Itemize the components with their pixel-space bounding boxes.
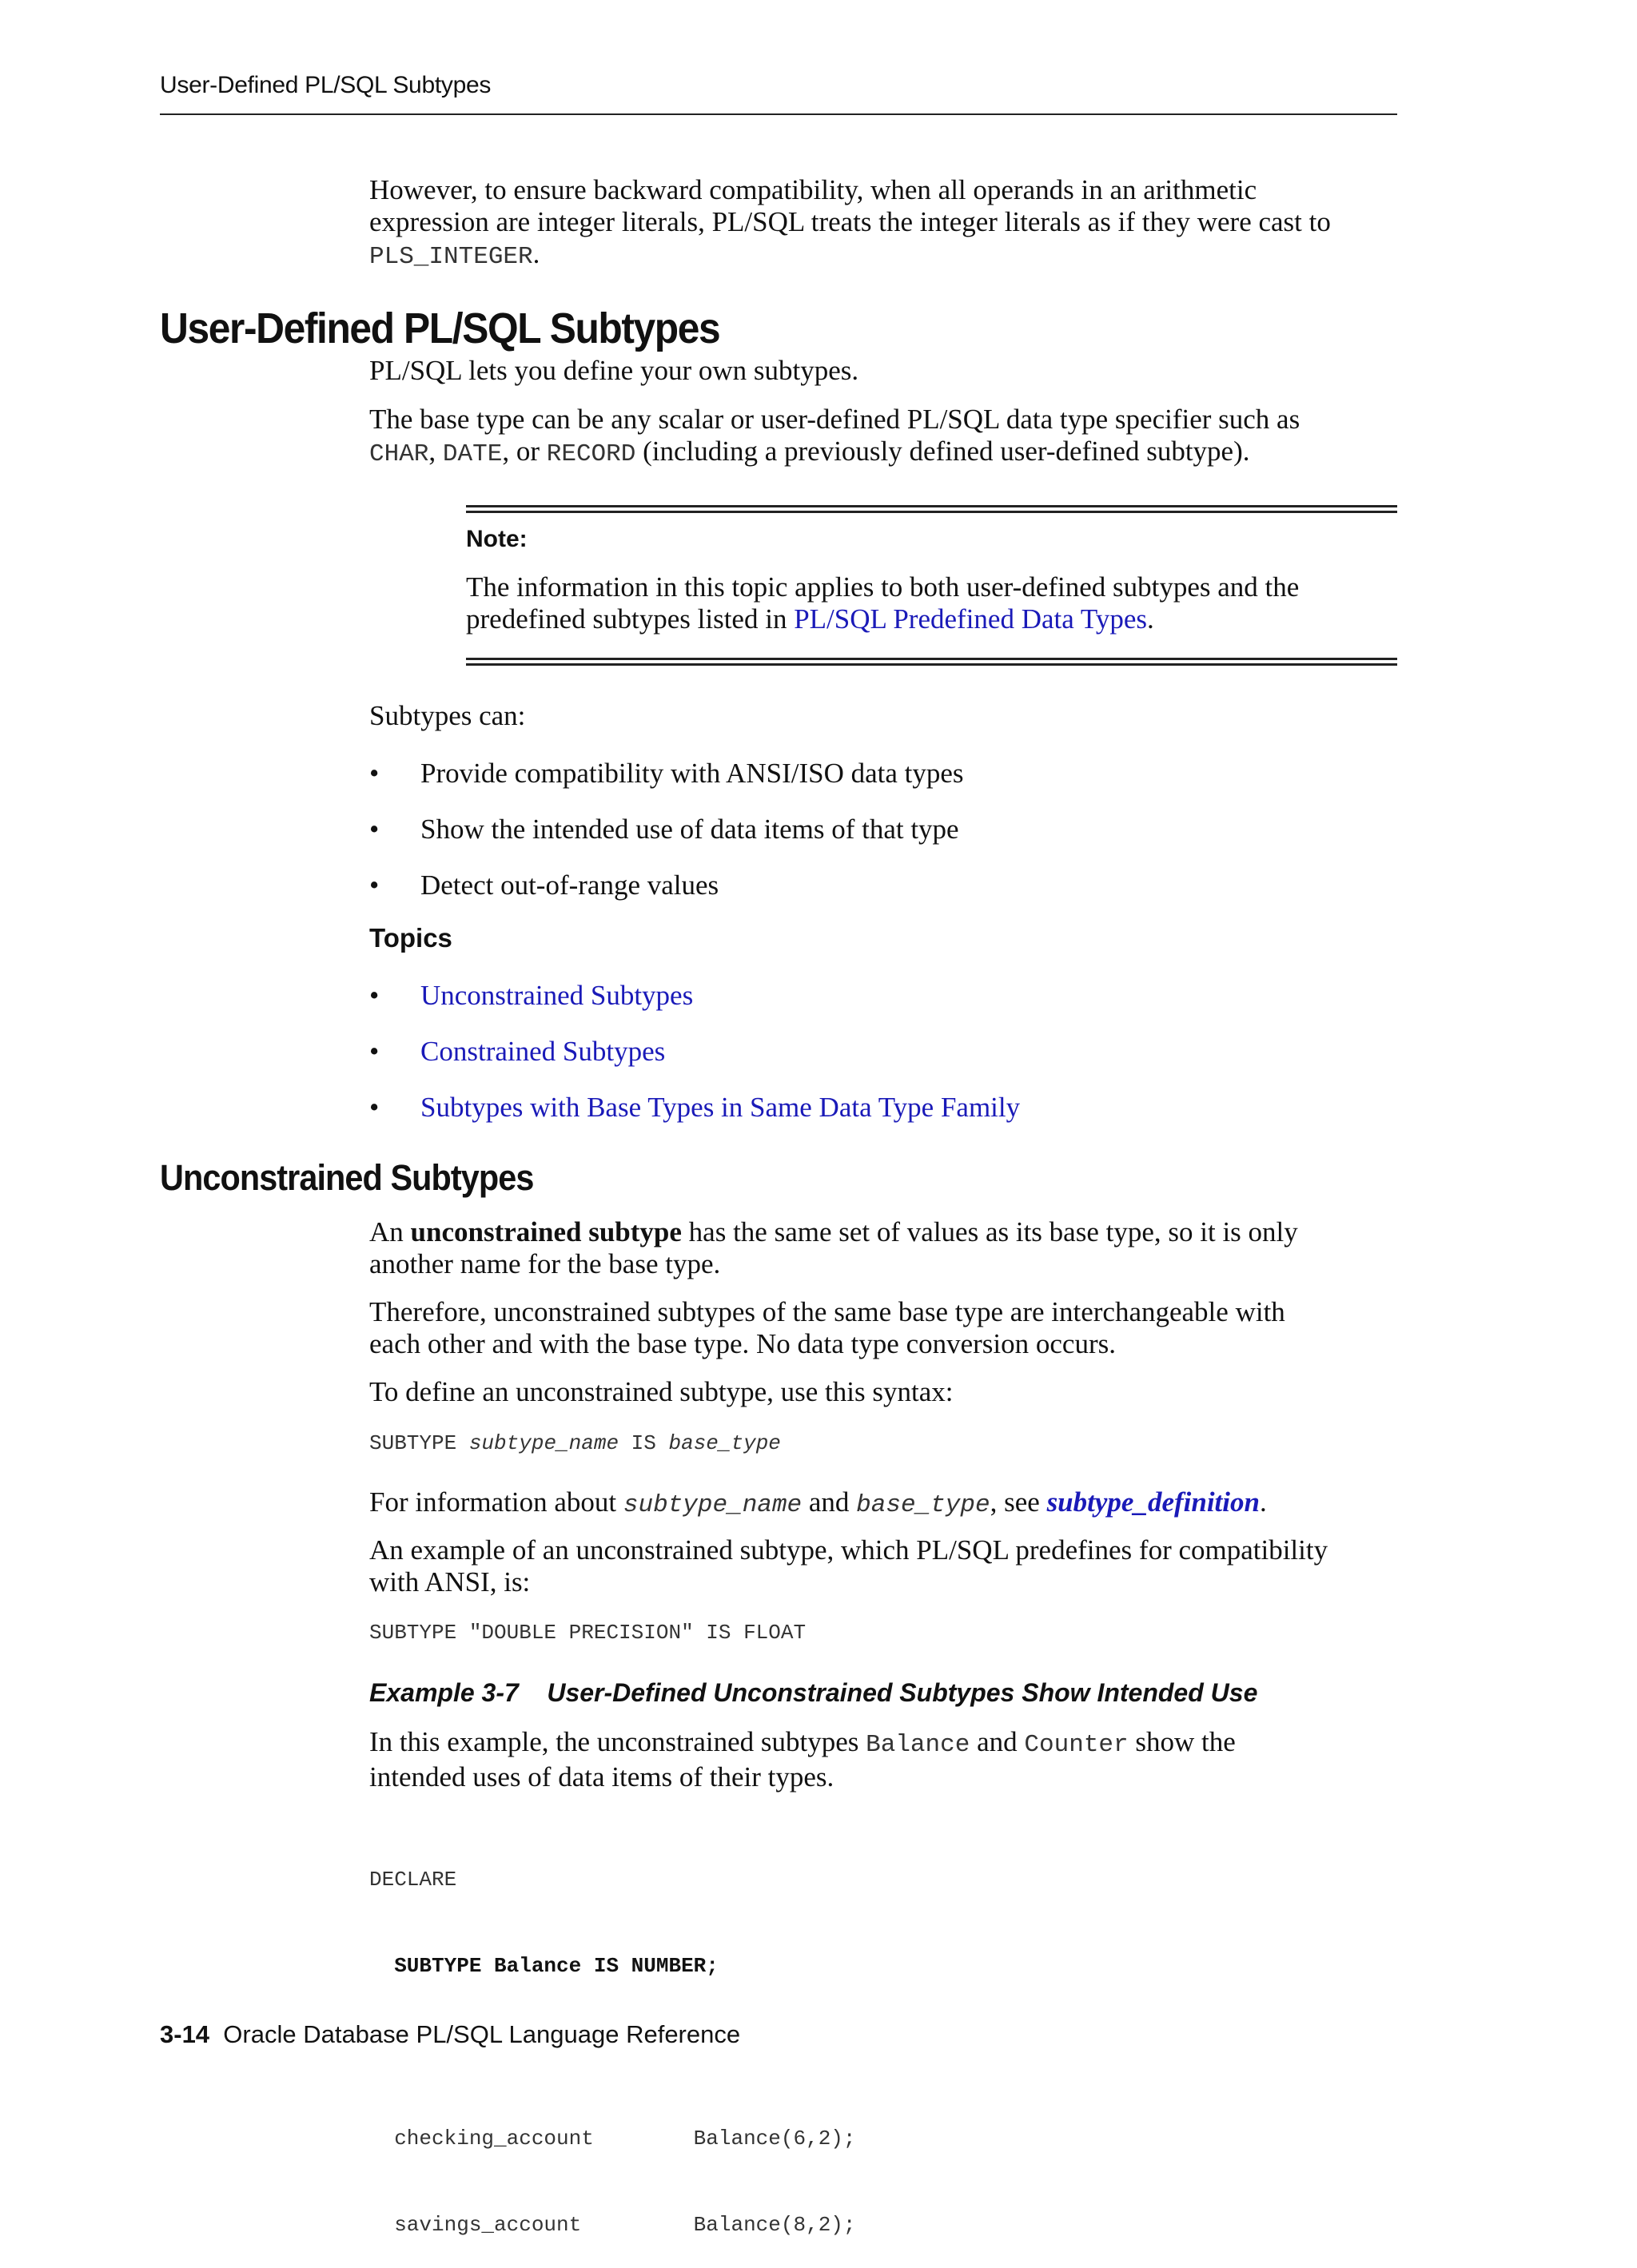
p4-pre: For information about bbox=[369, 1486, 623, 1518]
section2-p2-line1: Therefore, unconstrained subtypes of the same base type are interchangeable with bbox=[369, 1296, 1285, 1327]
section2-p5-line2: with ANSI, is: bbox=[369, 1566, 531, 1598]
bullet-3: • bbox=[369, 869, 380, 901]
code-line-subtype: SUBTYPE Balance IS NUMBER; bbox=[369, 1954, 719, 1978]
running-header: User-Defined PL/SQL Subtypes bbox=[160, 72, 492, 98]
intro-paragraph bbox=[369, 174, 1400, 273]
section1-p1: PL/SQL lets you define your own subtypes. bbox=[369, 355, 859, 386]
section2-p2 bbox=[369, 1296, 1400, 1360]
bullet-2: • bbox=[369, 814, 380, 845]
intro-line-1: However, to ensure backward compatibility, when all operands in an arithmetic bbox=[369, 174, 1257, 205]
syntax-kw1: SUBTYPE bbox=[369, 1431, 469, 1455]
note-text bbox=[466, 571, 1397, 635]
bullet-1: • bbox=[369, 758, 380, 789]
syntax-kw2: IS bbox=[619, 1431, 669, 1455]
code-line-declare: DECLARE bbox=[369, 1868, 457, 1892]
intro-line-3 bbox=[369, 238, 1400, 273]
p4-and: and bbox=[802, 1486, 857, 1518]
p4-see: , see bbox=[990, 1486, 1047, 1518]
section2-p1-line2: another name for the base type. bbox=[369, 1248, 721, 1279]
link-plsql-predefined-data-types[interactable]: PL/SQL Predefined Data Types bbox=[794, 603, 1147, 635]
section2-p5 bbox=[369, 1534, 1400, 1598]
code-base-type: base_type bbox=[856, 1491, 990, 1519]
code-line-savings: savings_account Balance(8,2); bbox=[369, 2213, 856, 2237]
example-p1-line2: intended uses of data items of their types. bbox=[369, 1761, 834, 1793]
code-record: RECORD bbox=[546, 440, 636, 468]
example-p1 bbox=[369, 1726, 1400, 1793]
intro-code: PLS_INTEGER bbox=[369, 243, 533, 271]
page-number: 3-14 bbox=[160, 2020, 210, 2048]
section-heading-user-defined-subtypes: User-Defined PL/SQL Subtypes bbox=[160, 304, 720, 352]
example-caption: Example 3-7 User-Defined Unconstrained Subtypes Show Intended Use bbox=[369, 1678, 1258, 1707]
list-item: Provide compatibility with ANSI/ISO data types bbox=[420, 758, 964, 789]
code-line-checking: checking_account Balance(6,2); bbox=[369, 2127, 856, 2151]
note-line-2 bbox=[466, 603, 1397, 635]
link-subtype-definition[interactable]: subtype_definition bbox=[1046, 1486, 1260, 1518]
p1-pre: An bbox=[369, 1216, 411, 1247]
syntax-base-type: base_type bbox=[668, 1431, 781, 1455]
note-line-1: The information in this topic applies to both user-defined subtypes and the bbox=[466, 571, 1300, 603]
code-date: DATE bbox=[442, 440, 503, 468]
sep-2: , or bbox=[502, 436, 547, 467]
bullet-6: • bbox=[369, 1092, 380, 1123]
ex-p1-and: and bbox=[970, 1726, 1025, 1757]
header-rule bbox=[160, 113, 1397, 115]
code-counter: Counter bbox=[1024, 1731, 1129, 1759]
section-heading-unconstrained-subtypes: Unconstrained Subtypes bbox=[160, 1157, 534, 1198]
syntax-subtype-name: subtype_name bbox=[468, 1431, 619, 1455]
code-balance: Balance bbox=[866, 1731, 970, 1759]
list-item: Detect out-of-range values bbox=[420, 869, 719, 901]
p1-rest: has the same set of values as its base type, so it is only bbox=[681, 1216, 1298, 1247]
subtypes-can-intro: Subtypes can: bbox=[369, 700, 526, 731]
list-item: Show the intended use of data items of that type bbox=[420, 814, 959, 845]
bullet-4: • bbox=[369, 980, 380, 1011]
page-footer bbox=[160, 2020, 740, 2049]
intro-line-2: expression are integer literals, PL/SQL treats the integer literals as if they were cast to bbox=[369, 206, 1331, 237]
note-bottom-rule bbox=[466, 658, 1397, 666]
note-top-rule bbox=[466, 505, 1397, 513]
section1-p2 bbox=[369, 404, 1400, 471]
intro-end: . bbox=[532, 238, 540, 269]
link-constrained-subtypes[interactable]: Constrained Subtypes bbox=[420, 1036, 666, 1067]
section2-p5-line1: An example of an unconstrained subtype, which PL/SQL predefines for compatibility bbox=[369, 1534, 1328, 1566]
section1-p2-line1: The base type can be any scalar or user-defined PL/SQL data type specifier such as bbox=[369, 404, 1300, 435]
book-title: Oracle Database PL/SQL Language Reference bbox=[223, 2020, 741, 2048]
section2-p2-line2: each other and with the base type. No data type conversion occurs. bbox=[369, 1328, 1116, 1359]
section2-p1 bbox=[369, 1216, 1400, 1280]
link-unconstrained-subtypes[interactable]: Unconstrained Subtypes bbox=[420, 980, 694, 1011]
code-subtype-name: subtype_name bbox=[623, 1491, 803, 1519]
section2-p1-line1 bbox=[369, 1216, 1400, 1248]
example-p1-line1 bbox=[369, 1726, 1400, 1761]
section2-p4 bbox=[369, 1486, 1400, 1522]
p4-end: . bbox=[1259, 1486, 1267, 1518]
note-line2-pre: predefined subtypes listed in bbox=[466, 603, 795, 635]
section1-p2-rest: (including a previously defined user-defined subtype). bbox=[635, 436, 1250, 467]
note-line2-end: . bbox=[1146, 603, 1154, 635]
syntax-code bbox=[369, 1429, 781, 1458]
bullet-5: • bbox=[369, 1036, 380, 1067]
section1-p2-line2 bbox=[369, 436, 1400, 471]
sep-1: , bbox=[428, 436, 443, 467]
code-char: CHAR bbox=[369, 440, 429, 468]
term-unconstrained-subtype: unconstrained subtype bbox=[410, 1216, 682, 1247]
section2-p3: To define an unconstrained subtype, use this syntax: bbox=[369, 1376, 954, 1407]
example-code-double-precision: SUBTYPE "DOUBLE PRECISION" IS FLOAT bbox=[369, 1621, 807, 1645]
ex-p1-rest: show the bbox=[1128, 1726, 1236, 1757]
link-subtypes-same-family[interactable]: Subtypes with Base Types in Same Data Type Family bbox=[420, 1092, 1021, 1123]
ex-p1-pre: In this example, the unconstrained subtypes bbox=[369, 1726, 866, 1757]
topics-heading: Topics bbox=[369, 923, 452, 953]
note-label: Note: bbox=[466, 526, 528, 552]
